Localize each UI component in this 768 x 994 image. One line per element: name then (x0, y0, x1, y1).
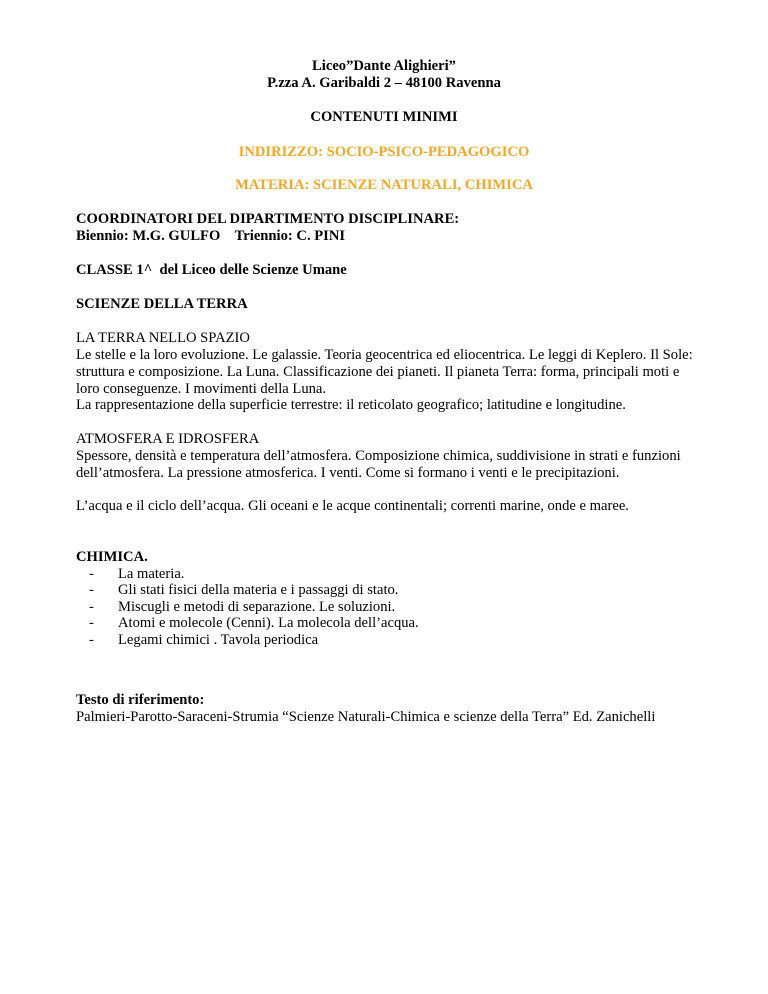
reference-text: Palmieri-Parotto-Saraceni-Strumia “Scienze Naturali-Chimica e scienze della Terra” Ed. Zanichelli (76, 709, 656, 725)
materia-line: MATERIA: SCIENZE NATURALI, CHIMICA (235, 177, 533, 193)
list-item: - Legami chimici . Tavola periodica (89, 631, 319, 648)
dash-bullet: - (89, 615, 94, 632)
school-address: P.zza A. Garibaldi 2 – 48100 Ravenna (267, 75, 501, 91)
list-item: - Miscugli e metodi di separazione. Le soluzioni. (89, 598, 396, 615)
doc-title: CONTENUTI MINIMI (310, 109, 458, 125)
list-item: - La materia. (89, 566, 185, 582)
coordinators-names: Biennio: M.G. GULFO Triennio: C. PINI (76, 228, 346, 244)
dash-bullet: - (89, 598, 94, 615)
chemistry-heading: CHIMICA. (76, 549, 148, 565)
dash-bullet: - (89, 631, 94, 648)
chemistry-list (76, 566, 419, 648)
topic-title-space: LA TERRA NELLO SPAZIO (76, 330, 250, 346)
school-name: Liceo”Dante Alighieri” (312, 58, 456, 74)
earth-section-heading: SCIENZE DELLA TERRA (76, 296, 248, 312)
dash-bullet: - (89, 582, 94, 599)
coordinators-heading: COORDINATORI DEL DIPARTIMENTO DISCIPLINARE: (76, 211, 460, 227)
reference-heading: Testo di riferimento: (76, 692, 205, 708)
topic-body-atmosphere: Spessore, densità e temperatura dell’atmosfera. Composizione chimica, suddivisione in strati e funzioni dell’atmosfera. La pressione atmosferica. I venti. Come si formano i venti e le precipitazioni. (76, 448, 681, 481)
list-item: - Gli stati fisici della materia e i passaggi di stato. (89, 582, 399, 599)
class-line: CLASSE 1^ del Liceo delle Scienze Umane (76, 262, 347, 278)
indirizzo-line: INDIRIZZO: SOCIO-PSICO-PEDAGOGICO (238, 144, 530, 160)
topic-body-space-2: La rappresentazione della superficie terrestre: il reticolato geografico; latitudine e longitudine. (76, 397, 626, 413)
topic-body-atmosphere-2: L’acqua e il ciclo dell’acqua. Gli oceani e le acque continentali; correnti marine, onde e maree. (76, 498, 629, 514)
list-item: - Atomi e molecole (Cenni). La molecola dell’acqua. (89, 615, 419, 632)
topic-body-space: Le stelle e la loro evoluzione. Le galassie. Teoria geocentrica ed eliocentrica. Le leggi di Keplero. Il Sole: struttura e composizione. La Luna. Classificazione dei pianeti. Il pianeta Terra: forma, principali moti e loro conseguenze. I movimenti della Luna. (76, 347, 693, 397)
topic-title-atmosphere: ATMOSFERA E IDROSFERA (76, 431, 260, 447)
dash-bullet: - (89, 566, 94, 582)
